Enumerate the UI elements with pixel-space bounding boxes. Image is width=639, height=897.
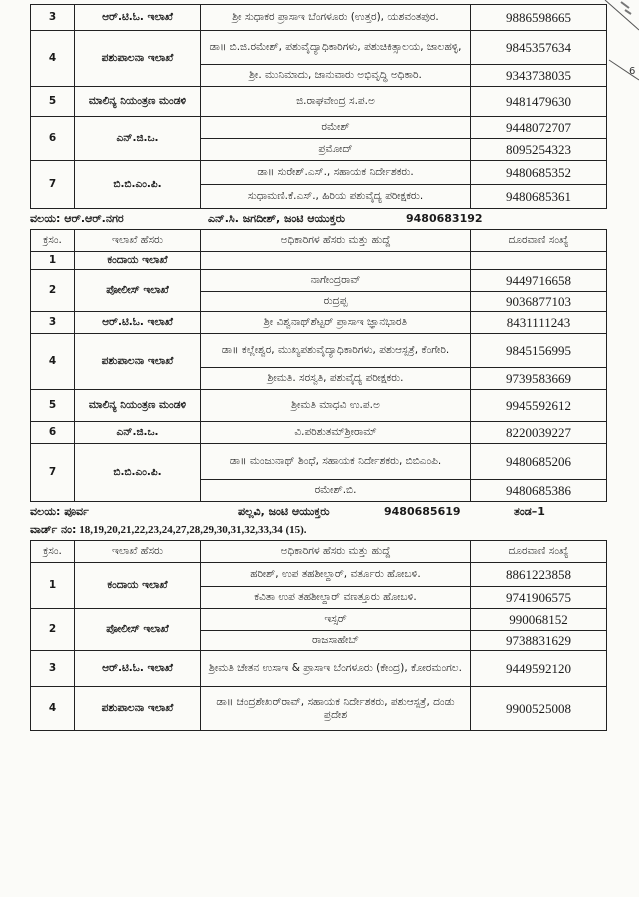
row-number: 3 bbox=[31, 312, 75, 334]
phone-number: 9845156995 bbox=[471, 334, 607, 368]
document-page bbox=[30, 4, 606, 731]
officer-name-designation: ರಮೇಶ್ bbox=[201, 117, 471, 139]
header-phone: ದೂರವಾಣಿ ಸಂಖ್ಯೆ bbox=[471, 541, 607, 563]
phone-number: 9449592120 bbox=[471, 651, 607, 687]
header-phone: ದೂರವಾಣಿ ಸಂಖ್ಯೆ bbox=[471, 230, 607, 252]
row-number: 6 bbox=[31, 422, 75, 444]
svg-text:6: 6 bbox=[629, 66, 636, 77]
phone-number: 9343738035 bbox=[471, 65, 607, 87]
phone-number: 9449716658 bbox=[471, 270, 607, 292]
officer-name-designation: ಶ್ರೀ ವಿಶ್ವನಾಥ್‌ಶೆಟ್ಟರ್ ಪ್ರಾಸಾಇ ಜ್ಞಾನಭಾರತಿ bbox=[201, 312, 471, 334]
table-row bbox=[31, 5, 607, 31]
table-row bbox=[31, 252, 607, 270]
officer-name-designation: ಇಸ್ಸರ್ bbox=[201, 609, 471, 631]
row-number: 7 bbox=[31, 444, 75, 502]
zone-heading-east bbox=[30, 502, 606, 522]
row-number: 1 bbox=[31, 252, 75, 270]
department-name: ಎನ್.ಜಿ.ಒ. bbox=[75, 117, 201, 161]
row-number: 4 bbox=[31, 334, 75, 390]
officer-name-designation: ಶ್ರೀಮತಿ. ಸರಸ್ವತಿ, ಪಶುವೈದ್ಯ ಪರೀಕ್ಷಕರು. bbox=[201, 368, 471, 390]
officer-name-designation: ಕವಿತಾ ಉಪ ತಹಶೀಲ್ದಾರ್ ವಣತ್ತೂರು ಹೋಬಳಿ. bbox=[201, 587, 471, 609]
officer-name-designation: ರಮೇಶ್.ಬಿ. bbox=[201, 480, 471, 502]
officer-name-designation: ರುದ್ರಪ್ಪ bbox=[201, 292, 471, 312]
phone-number: 8095254323 bbox=[471, 139, 607, 161]
table-row bbox=[31, 422, 607, 444]
phone-number: 8431111243 bbox=[471, 312, 607, 334]
officer-name-designation: ಹರೀಶ್, ಉಪ ತಹಶೀಲ್ದಾರ್, ವರ್ತೂರು ಹೋಬಳಿ. bbox=[201, 563, 471, 587]
officer-name-designation: ವಿ.ಪರಿಶುತಮ್‌ಶ್ರೀರಾಮ್ bbox=[201, 422, 471, 444]
department-name: ಕಂದಾಯ ಇಲಾಖೆ bbox=[75, 252, 201, 270]
zone-phone: 9480683192 bbox=[406, 212, 483, 225]
table-row bbox=[31, 687, 607, 731]
officer-name-designation: ಶ್ರೀಮತಿ ಮಾಧವಿ ಉ.ಪ.ಅ bbox=[201, 390, 471, 422]
department-name: ಮಾಲಿನ್ಯ ನಿಯಂತ್ರಣ ಮಂಡಳಿ bbox=[75, 390, 201, 422]
officer-name-designation bbox=[201, 252, 471, 270]
phone-number: 9845357634 bbox=[471, 31, 607, 65]
officer-name-designation: ಡಾ॥ ಸುರೇಶ್.ಎಸ್., ಸಹಾಯಕ ನಿರ್ದೇಶಕರು. bbox=[201, 161, 471, 185]
department-name: ಪೋಲೀಸ್ ಇಲಾಖೆ bbox=[75, 609, 201, 651]
phone-number: 9945592612 bbox=[471, 390, 607, 422]
table-row bbox=[31, 31, 607, 65]
row-number: 7 bbox=[31, 161, 75, 209]
department-name: ಮಾಲಿನ್ಯ ನಿಯಂತ್ರಣ ಮಂಡಳಿ bbox=[75, 87, 201, 117]
officer-name-designation: ಶ್ರೀ. ಮುನಿಮಾದು, ಜಾನುವಾರು ಅಭಿವೃದ್ಧಿ ಅಧಿಕಾರಿ. bbox=[201, 65, 471, 87]
phone-number: 9900525008 bbox=[471, 687, 607, 731]
header-dept: ಇಲಾಖೆ ಹೆಸರು bbox=[75, 230, 201, 252]
phone-number: 8220039227 bbox=[471, 422, 607, 444]
officer-name-designation: ಡಾ॥ ಕಲ್ಲೇಶ್ವರ, ಮುಖ್ಯಪಶುವೈದ್ಯಾಧಿಕಾರಿಗಳು, ಪಶುಆಸ್ಪತ್ರೆ, ಕೆಂಗೇರಿ. bbox=[201, 334, 471, 368]
row-number: 2 bbox=[31, 609, 75, 651]
phone-number bbox=[471, 252, 607, 270]
phone-number: 9738831629 bbox=[471, 631, 607, 651]
officer-name-designation: ಡಾ॥ ಮಂಜುನಾಥ್ ಶಿಂಧೆ, ಸಹಾಯಕ ನಿರ್ದೇಶಕರು, ಬಿಬಿಎಂಪಿ. bbox=[201, 444, 471, 480]
ward-label: ವಾರ್ಡ್ ನಂ: bbox=[30, 523, 77, 536]
table-row bbox=[31, 390, 607, 422]
officer-name-designation: ರಾಜಸಾಹೇಬ್ bbox=[201, 631, 471, 651]
phone-number: 9448072707 bbox=[471, 117, 607, 139]
page-corner-stamp bbox=[603, 0, 639, 90]
zone-label: ವಲಯ: ಪೂರ್ವ bbox=[30, 505, 89, 518]
table-row bbox=[31, 609, 607, 631]
row-number: 5 bbox=[31, 87, 75, 117]
officer-name-designation: ನಾಗೇಂದ್ರರಾವ್ bbox=[201, 270, 471, 292]
phone-number: 990068152 bbox=[471, 609, 607, 631]
header-officers: ಅಧಿಕಾರಿಗಳ ಹೆಸರು ಮತ್ತು ಹುದ್ದೆ bbox=[201, 541, 471, 563]
zone-team: ತಂಡ–1 bbox=[514, 505, 545, 518]
department-name: ಆರ್.ಟಿ.ಓ. ಇಲಾಖೆ bbox=[75, 5, 201, 31]
phone-number: 9741906575 bbox=[471, 587, 607, 609]
table-row bbox=[31, 312, 607, 334]
table-row bbox=[31, 270, 607, 292]
phone-number: 9480685361 bbox=[471, 185, 607, 209]
phone-number: 9480685206 bbox=[471, 444, 607, 480]
header-no: ಕ್ರಸಂ. bbox=[31, 541, 75, 563]
header-no: ಕ್ರಸಂ. bbox=[31, 230, 75, 252]
officer-name-designation: ಜಿ.ರಾಘವೇಂದ್ರ ಸ.ಪ.ಅ bbox=[201, 87, 471, 117]
department-name: ಆರ್.ಟಿ.ಓ. ಇಲಾಖೆ bbox=[75, 312, 201, 334]
officer-name-designation: ಶ್ರೀ ಸುಧಾಕರ ಪ್ರಾಸಾಇ ಬೆಂಗಳೂರು (ಉತ್ತರ), ಯಶವಂತಪುರ. bbox=[201, 5, 471, 31]
department-name: ಬಿ.ಬಿ.ಎಂ.ಪಿ. bbox=[75, 161, 201, 209]
department-name: ಪಶುಪಾಲನಾ ಇಲಾಖೆ bbox=[75, 31, 201, 87]
department-name: ಕಂದಾಯ ಇಲಾಖೆ bbox=[75, 563, 201, 609]
row-number: 4 bbox=[31, 31, 75, 87]
officer-name-designation: ಪ್ರಮೋದ್ bbox=[201, 139, 471, 161]
row-number: 2 bbox=[31, 270, 75, 312]
table-zone-1 bbox=[30, 4, 607, 209]
table-zone-3 bbox=[30, 540, 607, 731]
table-row bbox=[31, 161, 607, 185]
row-number: 4 bbox=[31, 687, 75, 731]
zone-officer: ಪಲ್ಲವಿ, ಜಂಟಿ ಆಯುಕ್ತರು bbox=[238, 505, 330, 518]
header-officers: ಅಧಿಕಾರಿಗಳ ಹೆಸರು ಮತ್ತು ಹುದ್ದೆ bbox=[201, 230, 471, 252]
phone-number: 9480685352 bbox=[471, 161, 607, 185]
zone-phone: 9480685619 bbox=[384, 505, 461, 518]
ward-numbers bbox=[30, 522, 606, 540]
table-zone-2 bbox=[30, 229, 607, 502]
phone-number: 9481479630 bbox=[471, 87, 607, 117]
phone-number: 8861223858 bbox=[471, 563, 607, 587]
row-number: 1 bbox=[31, 563, 75, 609]
table-row bbox=[31, 87, 607, 117]
officer-name-designation: ಡಾ॥ ಚಂದ್ರಶೇಖರ್‌ರಾವ್, ಸಹಾಯಕ ನಿರ್ದೇಶಕರು, ಪಶುಆಸ್ಪತ್ರೆ, ದಂಡು ಪ್ರದೇಶ bbox=[201, 687, 471, 731]
zone-label: ವಲಯ: ಆರ್.ಆರ್.ನಗರ bbox=[30, 212, 124, 225]
row-number: 5 bbox=[31, 390, 75, 422]
department-name: ಪಶುಪಾಲನಾ ಇಲಾಖೆ bbox=[75, 334, 201, 390]
phone-number: 9886598665 bbox=[471, 5, 607, 31]
zone-heading-rr-nagar bbox=[30, 209, 606, 229]
zone-officer: ಎನ್.ಸಿ. ಜಗದೀಶ್, ಜಂಟಿ ಆಯುಕ್ತರು bbox=[208, 212, 346, 225]
department-name: ಪಶುಪಾಲನಾ ಇಲಾಖೆ bbox=[75, 687, 201, 731]
table-row bbox=[31, 563, 607, 587]
table-row bbox=[31, 334, 607, 368]
phone-number: 9480685386 bbox=[471, 480, 607, 502]
department-name: ಪೋಲೀಸ್ ಇಲಾಖೆ bbox=[75, 270, 201, 312]
officer-name-designation: ಡಾ॥ ಬಿ.ಜಿ.ರಮೇಶ್, ಪಶುವೈದ್ಯಾಧಿಕಾರಿಗಳು, ಪಶುಚಿಕಿತ್ಸಾಲಯ, ಜಾಲಹಳ್ಳಿ, bbox=[201, 31, 471, 65]
phone-number: 9739583669 bbox=[471, 368, 607, 390]
table-row bbox=[31, 651, 607, 687]
table-row bbox=[31, 117, 607, 139]
department-name: ಎನ್.ಜಿ.ಒ. bbox=[75, 422, 201, 444]
officer-name-designation: ಸುಧಾಮಣಿ.ಕೆ.ಎಸ್., ಹಿರಿಯ ಪಶುವೈದ್ಯ ಪರೀಕ್ಷಕರು. bbox=[201, 185, 471, 209]
row-number: 3 bbox=[31, 5, 75, 31]
officer-name-designation: ಶ್ರೀಮತಿ ಚೇತನ ಉಸಾಇ & ಪ್ರಾಸಾಇ ಬೆಂಗಳೂರು (ಕೇಂದ್ರ), ಕೋರಮಂಗಲ. bbox=[201, 651, 471, 687]
table-row bbox=[31, 444, 607, 480]
row-number: 6 bbox=[31, 117, 75, 161]
phone-number: 9036877103 bbox=[471, 292, 607, 312]
department-name: ಬಿ.ಬಿ.ಎಂ.ಪಿ. bbox=[75, 444, 201, 502]
row-number: 3 bbox=[31, 651, 75, 687]
ward-list: 18,19,20,21,22,23,24,27,28,29,30,31,32,33,34 (15). bbox=[79, 524, 307, 536]
header-dept: ಇಲಾಖೆ ಹೆಸರು bbox=[75, 541, 201, 563]
department-name: ಆರ್.ಟಿ.ಓ. ಇಲಾಖೆ bbox=[75, 651, 201, 687]
